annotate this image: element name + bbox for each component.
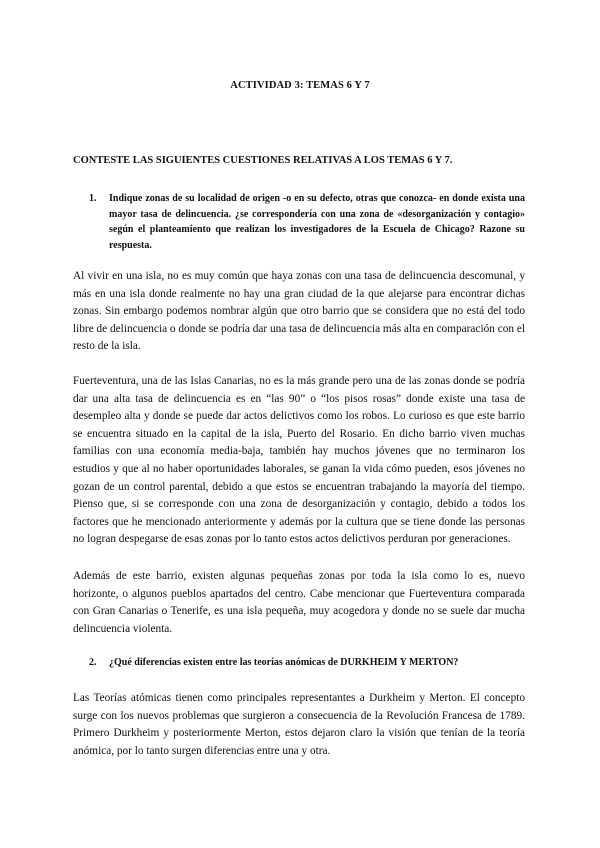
question-1 <box>89 191 525 253</box>
answer-paragraph: Además de este barrio, existen algunas pequeñas zonas por toda la isla como lo es, nuevo horizonte, o algunos pueblos apartados del centro. Cabe mencionar que Fuerteventura comparada con Gran Canarias o Tenerife, es una isla pequeña, muy acogedora y donde no se suele dar mucha delincuencia violenta. <box>73 570 525 635</box>
question-number: 1. <box>89 193 97 204</box>
instructions-heading: CONTESTE LAS SIGUIENTES CUESTIONES RELATIVAS A LOS TEMAS 6 Y 7. <box>73 155 453 166</box>
question-2 <box>89 655 525 671</box>
answer-paragraph: Fuerteventura, una de las Islas Canarias, no es la más grande pero una de las zonas donde se podría dar una alta tasa de delincuencia es en “las 90” o “los pisos rosas” donde existe una tasa de desempleo alta y donde se puede dar actos delictivos como los robos. Lo curioso es que este barrio se encuentra situado en la capital de la isla, Puerto del Rosario. En dicho barrio viven muchas familias con una economía media-baja, también hay muchos jóvenes que no terminaron los estudios y que al no haber oportunidades laborales, se ganan la vida cómo pueden, esos jóvenes no gozan de un control parental, debido a que estos se encuentran trabajando la mayoría del tiempo. Pienso que, si se corresponde con una zona de desorganización y contagio, debido a todos los factores que he mencionado anteriormente y además por la cultura que se tiene donde las personas no logran despegarse de esas zonas por lo tanto estos actos delictivos perduran por generaciones. <box>73 375 525 546</box>
question-text: Indique zonas de su localidad de origen -o en su defecto, otras que conozca- en donde exista una mayor tasa de delincuencia. ¿se correspondería con una zona de «desorganización y contagio» según el planteamiento que realizan los investigadores de la Escuela de Chicago? Razone su respuesta. <box>109 193 525 251</box>
question-text: ¿Qué diferencias existen entre las teorías anómicas de DURKHEIM Y MERTON? <box>109 657 459 668</box>
document-title: ACTIVIDAD 3: TEMAS 6 Y 7 <box>230 80 370 91</box>
question-number: 2. <box>89 657 97 668</box>
answer-paragraph: Al vivir en una isla, no es muy común que haya zonas con una tasa de delincuencia descomunal, y más en una isla donde realmente no hay una gran ciudad de la que alejarse para encontrar dichas zonas. Sin embargo podemos nombrar algún que otro barrio que se considera que no está del todo libre de delincuencia o donde se podría dar una tasa de delincuencia más alta en comparación con el resto de la isla. <box>73 270 525 353</box>
answer-paragraph: Las Teorías atómicas tienen como principales representantes a Durkheim y Merton. El concepto surge con los nuevos problemas que surgieron a consecuencia de la Revolución Francesa de 1789. Primero Durkheim y posteriormente Merton, estos dejaron claro la visión que tenían de la teoría anómica, por lo tanto surgen diferencias entre una y otra. <box>73 692 525 757</box>
